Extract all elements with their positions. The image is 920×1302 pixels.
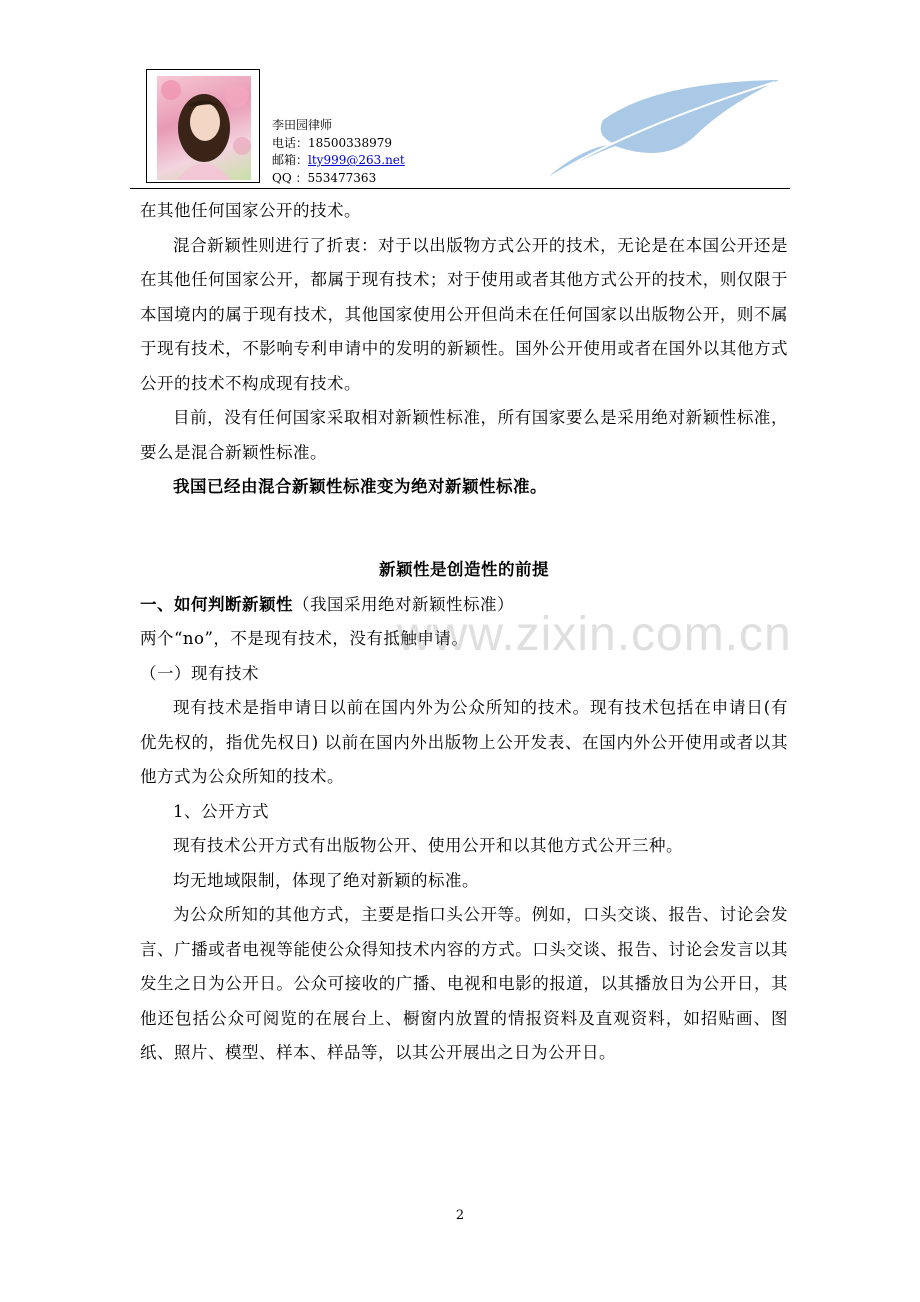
header-divider xyxy=(130,188,790,189)
heading-1-bold: 一、如何判断新颖性 xyxy=(140,594,293,614)
email-line xyxy=(272,152,405,170)
paragraph-2: 混合新颖性则进行了折衷：对于以出版物方式公开的技术，无论是在本国公开还是在其他任何国家公开，都属于现有技术；对于使用或者其他方式公开的技术，则仅限于本国境内的属于现有技术，其他国家使用公开但尚未在任何国家以出版物公开，则不属于现有技术，不影响专利申请中的发明的新颖性。国外公开使用或者在国外以其他方式公开的技术不构成现有技术。 xyxy=(140,235,788,393)
paragraph-8: 均无地域限制，体现了绝对新颖的标准。 xyxy=(173,870,479,890)
contact-info xyxy=(272,117,405,187)
page-number: 2 xyxy=(455,1208,465,1223)
paragraph-1: 在其他任何国家公开的技术。 xyxy=(140,201,361,220)
lawyer-photo-frame xyxy=(146,69,260,183)
heading-3: 1、公开方式 xyxy=(173,801,269,821)
paragraph-3: 目前，没有任何国家采取相对新颖性标准，所有国家要么是采用绝对新颖性标准，要么是混合新颖性标准。 xyxy=(140,408,788,462)
paragraph-6: 现有技术是指申请日以前在国内外为公众所知的技术。现有技术包括在申请日(有优先权的，指优先权日) 以前在国内外出版物上公开发表、在国内外公开使用或者以其他方式为公众所知的技术。 xyxy=(140,698,788,786)
leaf-logo-icon xyxy=(545,76,781,180)
paragraph-7: 现有技术公开方式有出版物公开、使用公开和以其他方式公开三种。 xyxy=(173,836,683,855)
paragraph-4-bold: 我国已经由混合新颖性标准变为绝对新颖性标准。 xyxy=(173,477,547,496)
section-title: 新颖性是创造性的前提 xyxy=(379,560,549,579)
lawyer-photo xyxy=(157,76,251,180)
email-label: 邮箱： xyxy=(272,153,309,167)
heading-1-note: （我国采用绝对新颖性标准） xyxy=(293,594,514,614)
email-link[interactable]: lty999@263.net xyxy=(308,153,405,167)
phone-line: 电话：18500338979 xyxy=(272,135,392,150)
watermark: www.zixin.com.cn xyxy=(397,608,792,661)
lawyer-name: 李田园律师 xyxy=(272,118,333,132)
heading-2: （一）现有技术 xyxy=(140,663,259,683)
paragraph-5: 两个“no”，不是现有技术，没有抵触申请。 xyxy=(140,629,469,648)
qq-line: QQ ：553477363 xyxy=(272,170,377,185)
document-body xyxy=(140,194,788,505)
paragraph-9: 为公众所知的其他方式，主要是指口头公开等。例如，口头交谈、报告、讨论会发言、广播或者电视等能使公众得知技术内容的方式。口头交谈、报告、讨论会发言以其发生之日为公开日。公众可接收的广播、电视和电影的报道，以其播放日为公开日，其他还包括公众可阅览的在展台上、橱窗内放置的情报资料及直观资料，如招贴画、图纸、照片、模型、样本、样品等，以其公开展出之日为公开日。 xyxy=(140,905,788,1062)
